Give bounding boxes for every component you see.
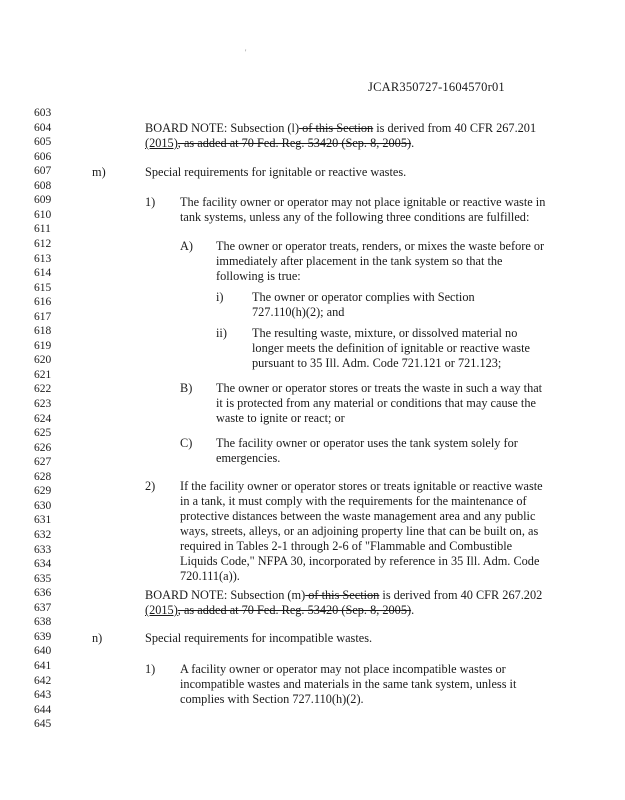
item-m1-label: 1) [145, 195, 156, 209]
item-m2-line3: protective distances between the waste management area and any public [180, 509, 536, 523]
item-mA-line3: following is true: [216, 269, 301, 283]
struck-text: , as added at 70 Fed. Reg. 53420 (Sep. 8, 2005) [177, 603, 412, 617]
line-number: 603 [34, 107, 52, 119]
line-number: 631 [34, 514, 52, 527]
subsection-m-heading: Special requirements for ignitable or reactive wastes. [145, 165, 407, 179]
line-number: 617 [34, 310, 52, 323]
item-mAii-line3: pursuant to 35 Ill. Adm. Code 721.121 or 721.123; [252, 356, 502, 370]
item-mAi-label: i) [216, 290, 224, 304]
line-number: 621 [34, 368, 52, 381]
item-mC-line2: emergencies. [216, 451, 281, 465]
line-number: 615 [34, 281, 52, 294]
underlined-text: (2015) [145, 603, 178, 617]
line-number: 643 [34, 689, 52, 701]
item-mB-line3: waste to ignite or react; or [216, 411, 345, 425]
subsection-m-label: m) [92, 165, 106, 179]
item-n1-line3: complies with Section 727.110(h)(2). [180, 692, 364, 706]
line-number: 605 [34, 136, 52, 149]
item-mB-line1: The owner or operator stores or treats the waste in such a way that [216, 381, 543, 395]
board-note-suffix: is derived from 40 CFR 267.202 [379, 588, 543, 602]
board-note-l [145, 121, 536, 136]
line-number: 614 [34, 267, 52, 280]
line-number: 625 [34, 427, 52, 440]
line-number: 618 [34, 325, 52, 338]
line-number: 616 [34, 296, 52, 309]
line-number: 630 [34, 499, 52, 512]
line-number: 633 [34, 543, 52, 556]
top-mark: ' [245, 48, 247, 57]
item-m2-line2: in a tank, it must comply with the requirements for the maintenance of [180, 494, 527, 508]
underlined-text: (2015) [145, 136, 178, 150]
board-note-m-line2 [145, 603, 414, 618]
item-mAii-label: ii) [216, 326, 227, 340]
line-number: 642 [34, 674, 52, 687]
item-n1-line2: incompatible wastes and materials in the same tank system, unless it [180, 677, 517, 691]
item-m1-line2: tank systems, unless any of the following three conditions are fulfilled: [180, 210, 530, 224]
line-number: 634 [34, 558, 52, 570]
line-number: 645 [34, 718, 52, 731]
item-mA-line2: immediately after placement in the tank system so that the [216, 254, 503, 268]
line-number: 627 [34, 456, 52, 469]
line-number: 610 [34, 208, 52, 221]
item-mA-label: A) [180, 239, 193, 253]
board-note-l-line2 [145, 136, 414, 151]
line-number: 632 [34, 529, 52, 541]
item-m2-line4: ways, streets, alleys, or an adjoining property line that can be built on, as [180, 524, 539, 538]
line-number: 635 [34, 572, 52, 585]
period: . [411, 136, 415, 150]
item-m2-line6: Liquids Code," NFPA 30, incorporated by reference in 35 Ill. Adm. Code [180, 554, 540, 568]
item-n1-line1: A facility owner or operator may not place incompatible wastes or [180, 662, 506, 676]
item-mC-label: C) [180, 436, 193, 450]
line-number: 638 [34, 616, 52, 629]
board-note-suffix: is derived from 40 CFR 267.201 [373, 121, 537, 135]
line-number: 640 [34, 645, 52, 658]
item-mB-label: B) [180, 381, 193, 395]
line-number: 637 [34, 601, 52, 614]
line-number: 629 [34, 485, 52, 498]
line-number: 608 [34, 179, 52, 192]
struck-text: of this Section [305, 588, 380, 602]
line-number: 641 [34, 659, 52, 672]
item-m2-label: 2) [145, 479, 156, 493]
line-number: 611 [34, 223, 51, 236]
line-number: 607 [34, 165, 52, 178]
struck-text: of this Section [299, 121, 374, 135]
line-number: 613 [34, 252, 52, 265]
period: . [411, 603, 415, 617]
line-number: 636 [34, 587, 52, 600]
line-number: 609 [34, 194, 52, 207]
document-id-header: JCAR350727-1604570r01 [368, 80, 505, 94]
board-note-prefix: BOARD NOTE: Subsection (l) [145, 121, 300, 135]
item-m1-line1: The facility owner or operator may not place ignitable or reactive waste in [180, 195, 546, 209]
item-mAi-line2: 727.110(h)(2); and [252, 305, 345, 319]
item-n1-label: 1) [145, 662, 156, 676]
line-number: 619 [34, 339, 52, 352]
line-number: 639 [34, 630, 52, 643]
line-number: 604 [34, 121, 52, 134]
subsection-n-label: n) [92, 631, 103, 645]
item-mAii-line1: The resulting waste, mixture, or dissolved material no [252, 326, 518, 340]
line-number: 606 [34, 150, 52, 163]
item-mA-line1: The owner or operator treats, renders, or mixes the waste before or [216, 239, 545, 253]
item-mAi-line1: The owner or operator complies with Section [252, 290, 475, 304]
line-number: 626 [34, 441, 52, 454]
line-number: 620 [34, 354, 52, 367]
line-number: 623 [34, 398, 52, 410]
struck-text: , as added at 70 Fed. Reg. 53420 (Sep. 8, 2005) [177, 136, 412, 150]
line-number: 628 [34, 470, 52, 483]
item-m2-line1: If the facility owner or operator stores or treats ignitable or reactive waste [180, 479, 543, 493]
subsection-n-heading: Special requirements for incompatible wastes. [145, 631, 373, 645]
item-mB-line2: it is protected from any material or conditions that may cause the [216, 396, 536, 410]
item-mAii-line2: longer meets the definition of ignitable or reactive waste [252, 341, 530, 355]
line-number: 622 [34, 383, 52, 396]
board-note-prefix: BOARD NOTE: Subsection (m) [145, 588, 306, 602]
item-m2-line7: 720.111(a)). [180, 569, 240, 583]
item-mC-line1: The facility owner or operator uses the tank system solely for [216, 436, 518, 450]
item-m2-line5: required in Tables 2-1 through 2-6 of "Flammable and Combustible [180, 539, 513, 553]
board-note-m [145, 588, 542, 603]
line-number: 624 [34, 412, 52, 425]
line-number: 612 [34, 238, 52, 250]
line-number: 644 [34, 703, 52, 716]
